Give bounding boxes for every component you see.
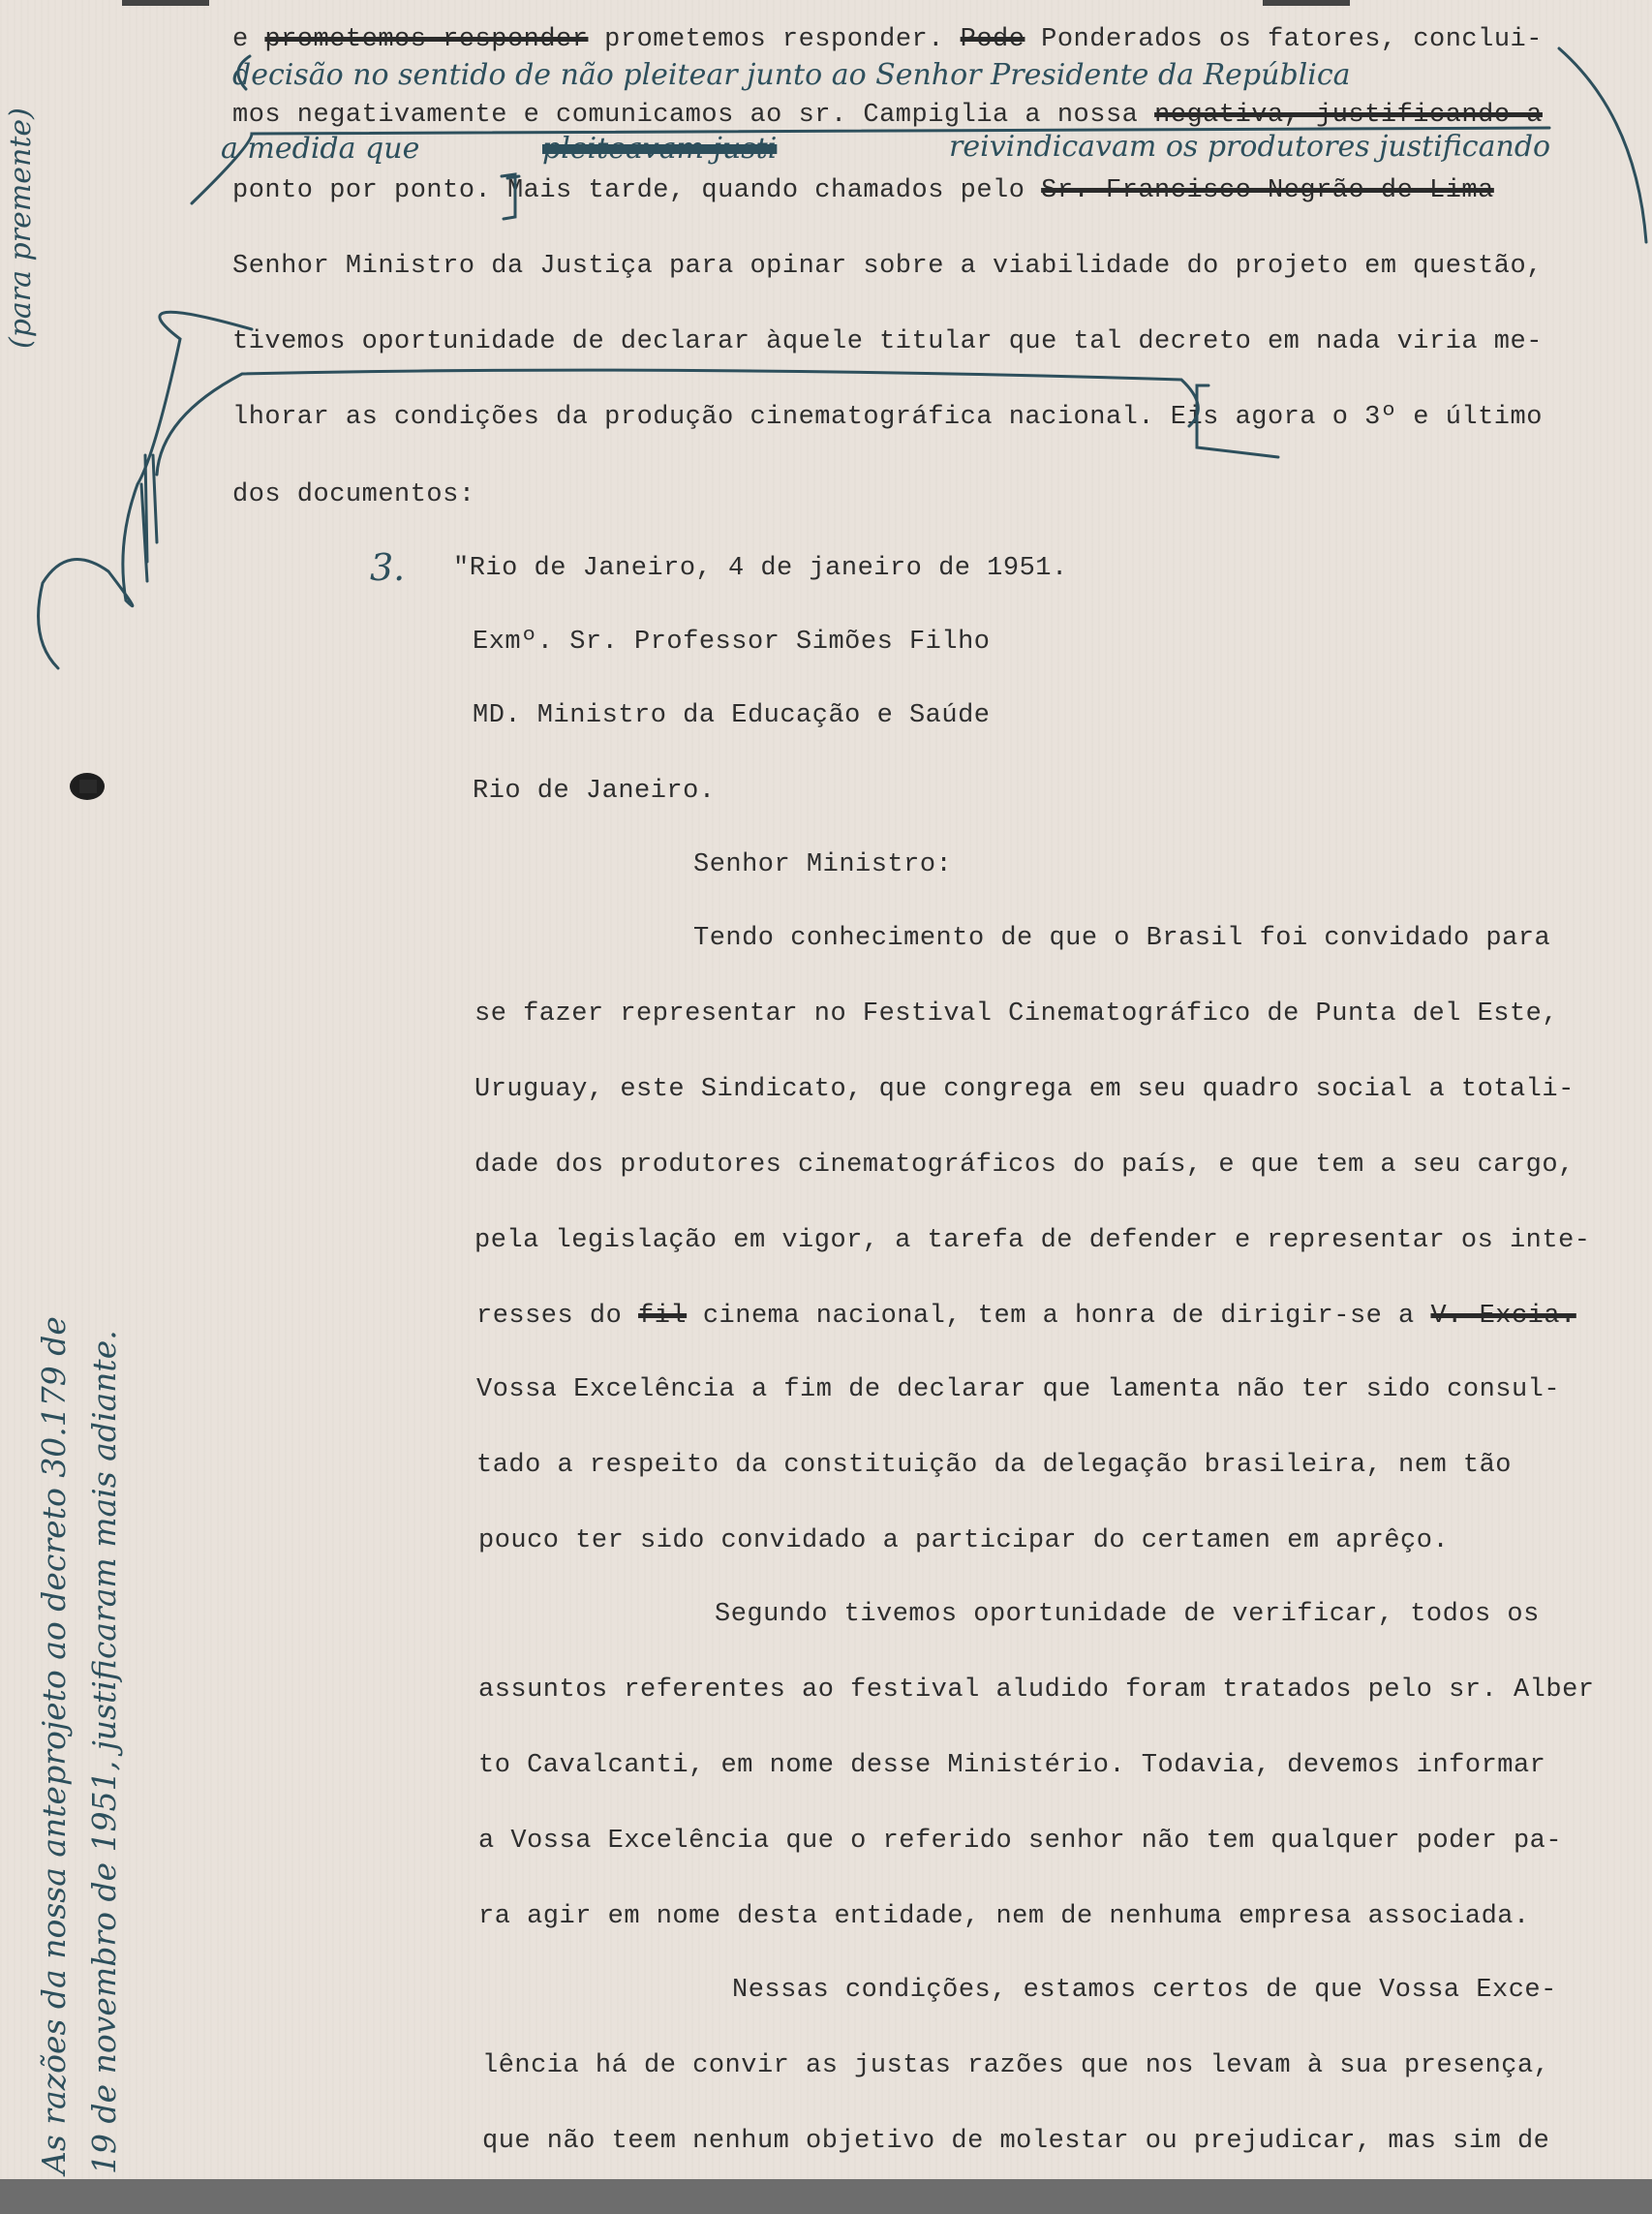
struck-text: negativa, justificando-a <box>1154 101 1543 130</box>
line-text: Senhor Ministro da Justiça para opinar sobre a viabilidade do projeto em questão, <box>232 252 1543 281</box>
line-text: pela legislação em vigor, a tarefa de defender e representar os inte- <box>474 1226 1591 1255</box>
bracket-ponto <box>502 174 515 219</box>
line-text: Vossa Excelência a fim de declarar que lamenta não ter sido consul- <box>476 1375 1561 1404</box>
line-text: Exmº. Sr. Professor Simões Filho <box>473 628 991 657</box>
line-text: MD. Ministro da Educação e Saúde <box>473 701 991 730</box>
line-text: ponto por ponto. Mais tarde, quando chamados pelo <box>232 176 1042 205</box>
hand-note-medida: a medida que <box>221 132 420 166</box>
line-text: Senhor Ministro: <box>693 850 953 879</box>
line-text: tivemos oportunidade de declarar àquele titular que tal decreto em nada viria me- <box>232 327 1543 356</box>
line-text: a Vossa Excelência que o referido senhor não tem qualquer poder pa- <box>478 1827 1563 1856</box>
curve-lhorar <box>157 370 1198 475</box>
ink-blot-center <box>79 780 97 793</box>
hand-note-reivindicavam: reivindicavam os produtores justificando <box>949 130 1551 164</box>
line-text: "Rio de Janeiro, 4 de janeiro de 1951. <box>453 554 1068 583</box>
struck-text: Pode <box>960 25 1025 54</box>
line-text: Segundo tivemos oportunidade de verificar, todos os <box>715 1600 1540 1629</box>
line-text: ra agir em nome desta entidade, nem de nenhuma empresa associada. <box>478 1902 1530 1931</box>
struck-text: V. Excia. <box>1430 1302 1576 1331</box>
hand-margin-line-2: 19 de novembro de 1951, justificaram mais adiante. <box>85 1330 123 2174</box>
hand-margin-para-premente: (para premente) <box>4 108 38 349</box>
line-to-margin-top <box>192 128 1549 203</box>
hand-item-number: 3. <box>370 546 406 589</box>
line-text: Rio de Janeiro. <box>473 777 716 806</box>
line-text: Ponderados os fatores, conclui- <box>1025 25 1543 54</box>
line-text: assuntos referentes ao festival aludido foram tratados pelo sr. Alber <box>478 1676 1595 1705</box>
line-text: tado a respeito da constituição da delegação brasileira, nem tão <box>476 1451 1512 1480</box>
line-text: dos documentos: <box>232 480 475 509</box>
curve-right-margin <box>1559 48 1646 242</box>
line-text: Tendo conhecimento de que o Brasil foi convidado para <box>693 924 1551 953</box>
struck-text: prometemos responder <box>264 25 589 54</box>
bracket-eis <box>1197 385 1278 457</box>
scan-bottom-edge <box>0 2179 1652 2214</box>
bracket-mais <box>507 176 519 178</box>
line-text: cinema nacional, tem a honra de dirigir-se a <box>687 1302 1431 1331</box>
hand-note-decisao: decisão no sentido de não pleitear junto ao Senhor Presidente da República <box>232 58 1351 92</box>
bracket-decisao <box>238 56 250 89</box>
line-text: e <box>232 25 265 54</box>
line-text: to Cavalcanti, em nome desse Ministério. Todavia, devemos informar <box>478 1751 1546 1780</box>
line-text: lência há de convir as justas razões que nos levam à sua presença, <box>482 2051 1550 2080</box>
hand-note-struck: pleiteavam justi <box>542 132 778 166</box>
struck-text: fil <box>638 1302 688 1331</box>
hand-margin-line-1: As razões da nossa anteprojeto ao decreto 30.179 de <box>35 1316 73 2174</box>
line-text: resses do <box>476 1302 639 1331</box>
line-text: Uruguay, este Sindicato, que congrega em seu quadro social a totali- <box>474 1075 1575 1104</box>
line-text: lhorar as condições da produção cinematográfica nacional. Eis agora o 3º e último <box>232 403 1543 432</box>
line-text: dade dos produtores cinematográficos do país, e que tem a seu cargo, <box>474 1151 1575 1180</box>
line-text: se fazer representar no Festival Cinematográfico de Punta del Este, <box>474 999 1559 1029</box>
line-text: mos negativamente e comunicamos ao sr. Campiglia a nossa <box>232 101 1155 130</box>
line-text: Nessas condições, estamos certos de que Vossa Exce- <box>732 1976 1557 2005</box>
line-text: pouco ter sido convidado a participar do certamen em aprêço. <box>478 1526 1450 1555</box>
line-text: que não teem nenhum objetivo de molestar ou prejudicar, mas sim de <box>482 2127 1550 2156</box>
line-text: prometemos responder. <box>588 25 961 54</box>
struck-text: Sr. Francisco Negrão de Lima <box>1041 176 1494 205</box>
